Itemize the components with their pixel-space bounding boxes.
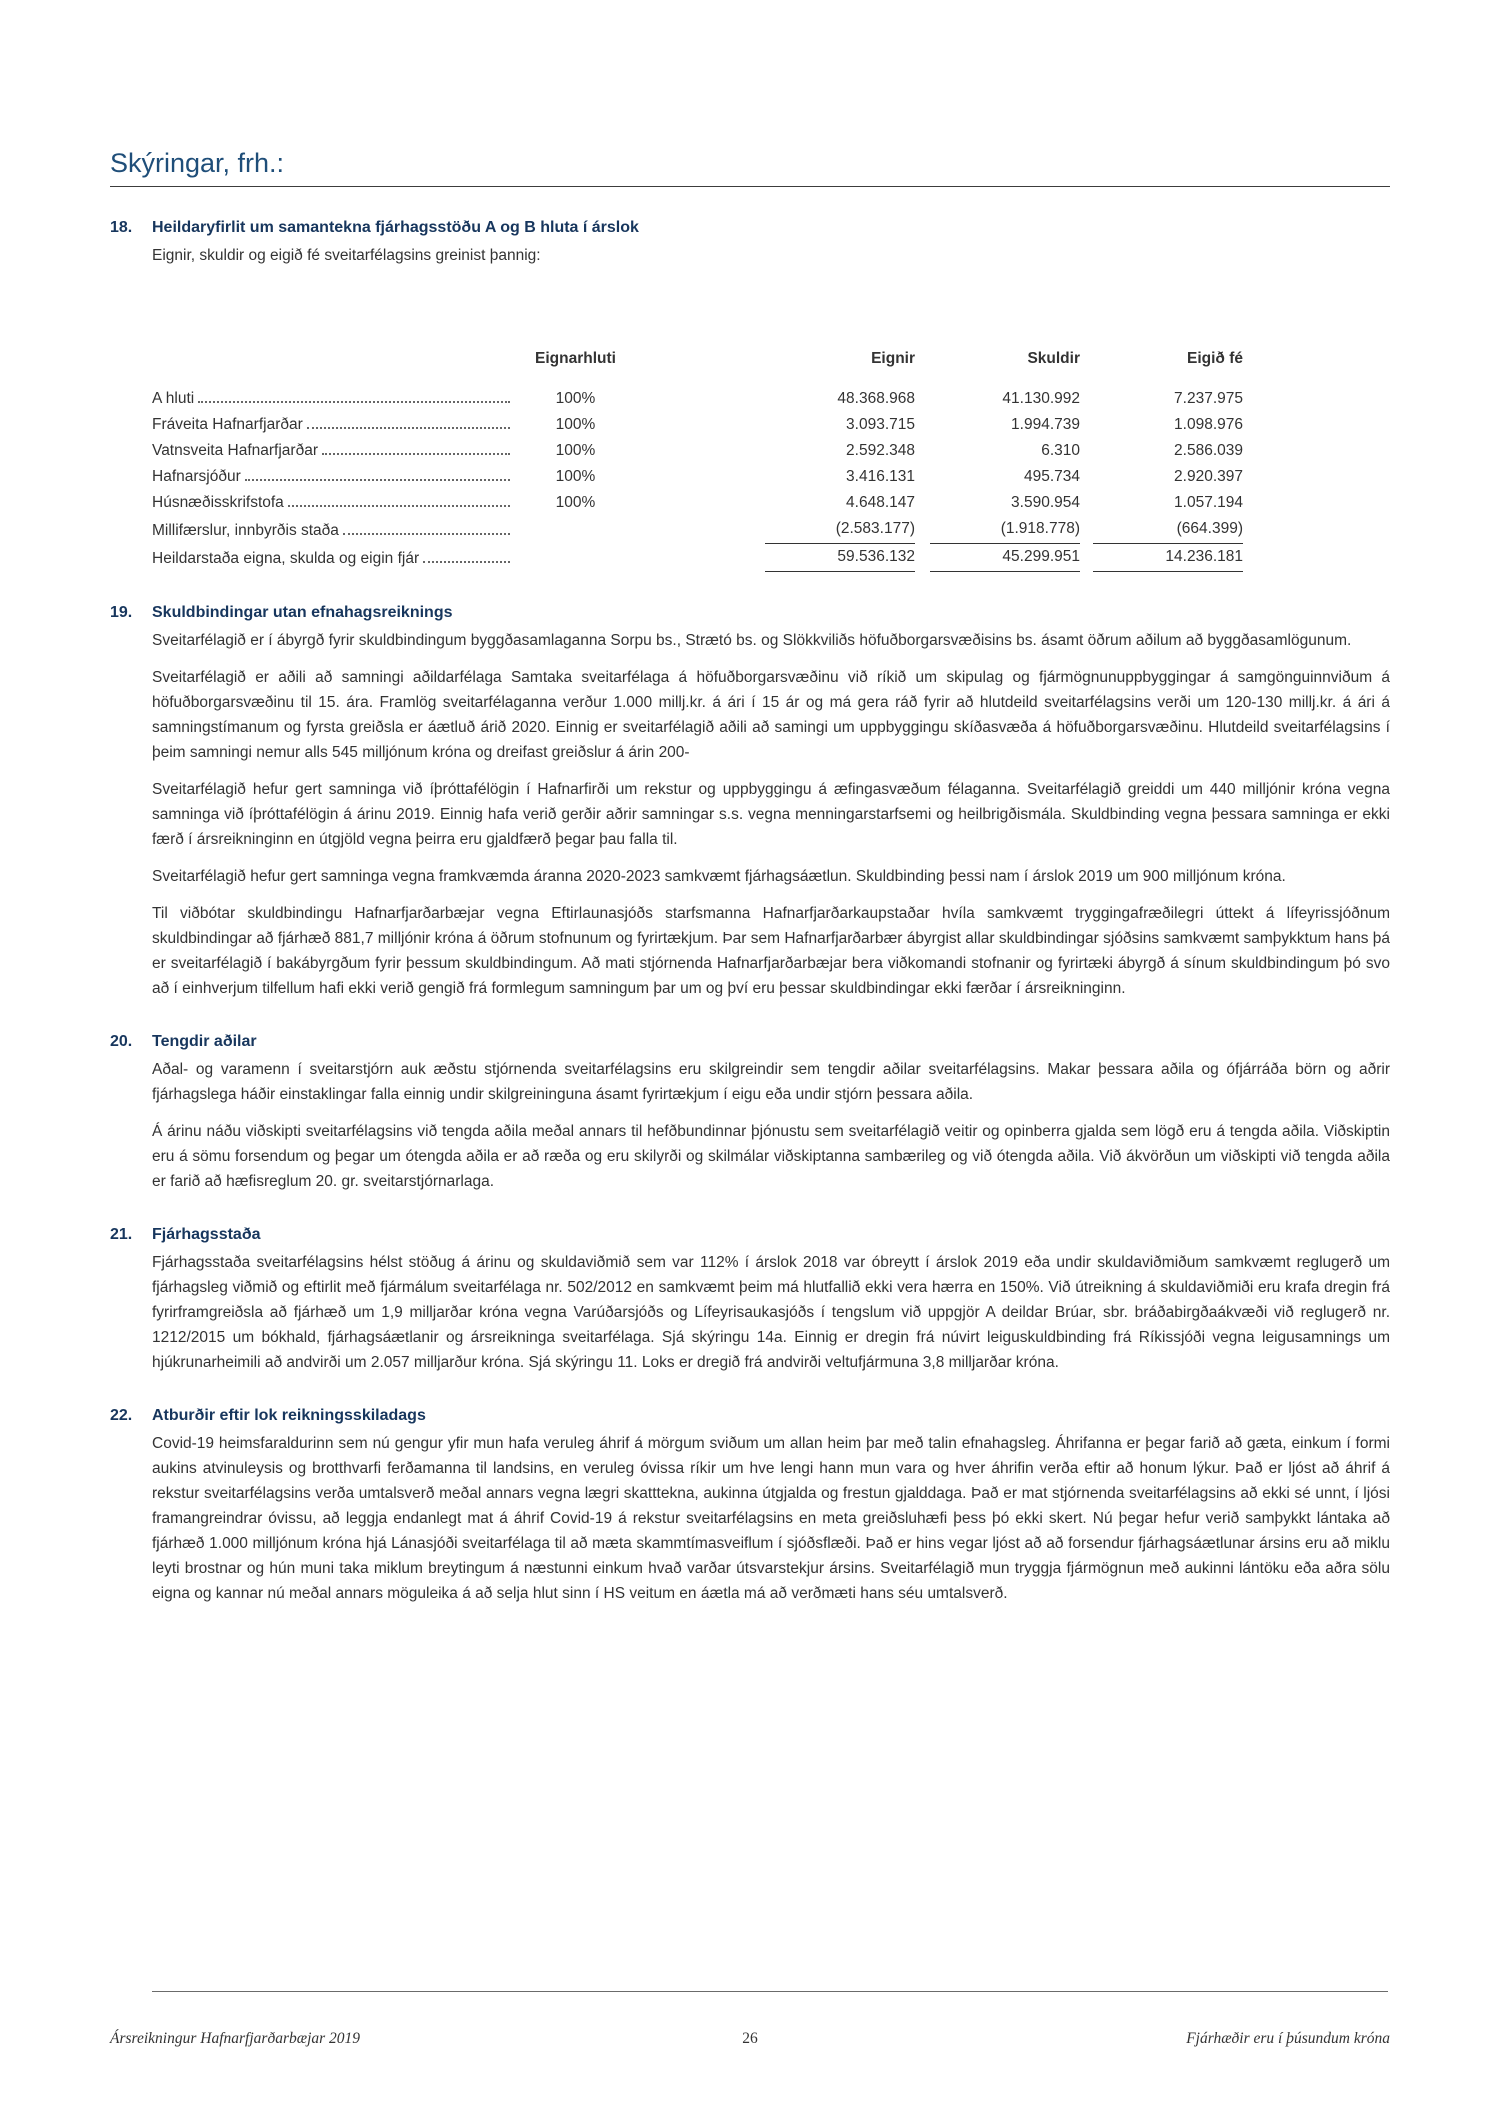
section-22: [110, 1403, 1390, 1606]
cell-share: 100%: [555, 494, 596, 511]
row-label-cell: [152, 464, 518, 490]
dotted-leader: [423, 561, 510, 563]
section-heading: Tengdir aðilar: [152, 1033, 257, 1050]
section-heading-row: [110, 1029, 1390, 1054]
row-label: Fráveita Hafnarfjarðar: [152, 416, 303, 433]
cell-eignir: (2.583.177): [633, 516, 915, 544]
section-heading-row: [110, 215, 1390, 240]
cell-skuldir: 3.590.954: [1011, 494, 1080, 511]
section-number: 21.: [110, 1226, 133, 1243]
cell-eignir: 3.093.715: [846, 416, 915, 433]
paragraph: Á árinu náðu viðskipti sveitarfélagsins við tengda aðila meðal annars til hefðbundinnar þjónustu sem sveitarfélagið veitir og opinberra gjalda sem lögð eru á tengda aðila. Viðskiptin eru á sömu forsendum og þegar um ótengda aðila er að ræða og eru skilyrði og skilmálar viðskiptanna sambærileg og við ótengda aðila. Við ákvörðun um viðskipti við tengda aðila er farið að hæfisreglum 20. gr. sveitarstjórnarlaga.: [152, 1123, 1390, 1190]
paragraph: Sveitarfélagið hefur gert samninga vegna framkvæmda áranna 2020-2023 samkvæmt fjárhagsáætlun. Skuldbinding þessi nam í árslok 2019 um 900 milljónum króna.: [152, 868, 1286, 885]
row-label-cell: [152, 546, 518, 572]
cell-eigid-fe: 1.098.976: [1174, 416, 1243, 433]
section-19: [110, 600, 1390, 1001]
table-row: [152, 386, 1243, 412]
section-18: [110, 215, 1390, 572]
row-label: Millifærslur, innbyrðis staða: [152, 522, 339, 539]
cell-skuldir: (1.918.778): [915, 516, 1080, 544]
section-heading: Heildaryfirlit um samantekna fjárhagsstöðu A og B hluta í árslok: [152, 219, 639, 236]
cell-eignir: 3.416.131: [846, 468, 915, 485]
financial-summary-table: [152, 346, 1243, 572]
cell-share: 100%: [555, 442, 596, 459]
column-header-eignir: Eignir: [871, 350, 915, 367]
column-header-skuldir: Skuldir: [1027, 350, 1080, 367]
cell-skuldir: 1.994.739: [1011, 416, 1080, 433]
dotted-leader: [322, 453, 510, 455]
footer-note: Fjárhæðir eru í þúsundum króna: [1186, 2030, 1390, 2047]
row-label-cell: [152, 518, 518, 544]
section-heading: Atburðir eftir lok reikningsskiladags: [152, 1407, 426, 1424]
paragraph: Sveitarfélagið hefur gert samninga við íþróttafélögin í Hafnarfirði um rekstur og uppbyggingu á æfingasvæðum félaganna. Sveitarfélagið greiddi um 440 milljónir króna vegna samninga við íþróttafélögin á árinu 2019. Einnig hafa verið gerðir aðrir samningar s.s. vegna menningarstarfsemi og heilbrigðismála. Skuldbinding vegna þessara samninga er ekki færð í ársreikninginn en útgjöld vegna þeirra eru gjaldfærð þegar þau falla til.: [152, 781, 1390, 848]
section-body: [110, 1250, 1390, 1375]
cell-share: 100%: [555, 468, 596, 485]
paragraph: Eignir, skuldir og eigið fé sveitarfélagsins greinist þannig:: [152, 247, 541, 264]
row-label: Hafnarsjóður: [152, 468, 241, 485]
section-number: 20.: [110, 1033, 133, 1050]
footer-report-title: Ársreikningur Hafnarfjarðarbæjar 2019: [110, 2030, 361, 2047]
dotted-leader: [288, 505, 510, 507]
row-label: Húsnæðisskrifstofa: [152, 494, 284, 511]
row-label: A hluti: [152, 390, 195, 407]
paragraph: Sveitarfélagið er í ábyrgð fyrir skuldbindingum byggðasamlaganna Sorpu bs., Strætó bs. og Slökkviliðs höfuðborgarsvæðisins bs. ásamt öðrum aðilum að byggðasamlögunum.: [152, 632, 1352, 649]
section-heading: Skuldbindingar utan efnahagsreiknings: [152, 604, 453, 621]
column-header-eignarhluti: Eignarhluti: [535, 350, 616, 367]
cell-eignir: 2.592.348: [846, 442, 915, 459]
table-row: [152, 438, 1243, 464]
section-number: 22.: [110, 1407, 133, 1424]
page-footer: [110, 2030, 1390, 2048]
paragraph: Fjárhagsstaða sveitarfélagsins hélst stöðug á árinu og skuldaviðmið sem var 112% í árslok 2018 var óbreytt í árslok 2019 eða undir skuldaviðmiðum samkvæmt reglugerð um fjárhagsleg viðmið og eftirlit með fjármálum sveitarfélaga nr. 502/2012 en samkvæmt þeim má hlutfallið ekki vera hærra en 150%. Við útreikning á skuldaviðmiði eru krafa dregin frá fyrirframgreiðsla að fjárhæð um 1,9 milljarðar króna vegna Varúðarsjóðs og Lífeyrisaukasjóðs í tengslum við uppgjör A deildar Brúar, sbr. bráðabirgðaákvæði við reglugerð nr. 1212/2015 um bókhald, fjárhagsáætlanir og ársreikninga sveitarfélaga. Sjá skýringu 14a. Einnig er dregin frá núvirt leiguskuldbinding frá Ríkissjóði vegna leigusamnings um hjúkrunarheimili að andvirði um 2.057 milljarður króna. Sjá skýringu 11. Loks er dregið frá andvirði veltufjármuna 3,8 milljarðar króna.: [152, 1254, 1390, 1371]
cell-skuldir: 6.310: [1041, 442, 1080, 459]
paragraph: Sveitarfélagið er aðili að samningi aðildarfélaga Samtaka sveitarfélaga á höfuðborgarsvæðinu við ríkið um skipulag og fjármögnunuppbyggingar á samgönguinnviðum á höfuðborgarsvæðinu til 15. ára. Framlög sveitarfélaganna verður 1.000 millj.kr. á ári í 15 ár og má gera ráð fyrir að hlutdeild sveitarfélagsins verði um 120-130 millj.kr. á ári á samningstímanum og fyrsta greiðsla er áætluð árið 2020. Einnig er sveitarfélagið aðili að samingi um uppbyggingu skíðasvæða á höfuðborgarsvæðinu. Hlutdeild sveitarfélagsins í þeim samningi nemur alls 545 milljónum króna og dreifast greiðslur á árin 200-: [152, 669, 1390, 761]
cell-eignir: 59.536.132: [633, 544, 915, 572]
cell-eignir: 4.648.147: [846, 494, 915, 511]
paragraph: Til viðbótar skuldbindingu Hafnarfjarðarbæjar vegna Eftirlaunasjóðs starfsmanna Hafnarfjarðarkaupstaðar hvíla samkvæmt tryggingafræðilegri úttekt á lífeyrissjóðnum skuldbindingar að fjárhæð 881,7 milljónir króna á öðrum stofnunum og fyrirtækjum. Þar sem Hafnarfjarðarbær ábyrgist allar skuldbindingar sjóðsins samkvæmt samþykktum hans þá er sveitarfélagið í bakábyrgðum fyrir þessum skuldbindingum. Að mati stjórnenda Hafnarfjarðarbæjar bera viðkomandi stofnanir og fyrirtæki ábyrgð á sínum skuldbindingum þó svo að í einhverjum tilfellum hafi ekki verið gengið frá formlegum samningum þar um og því eru þessar skuldbindingar ekki færðar í ársreikninginn.: [152, 905, 1390, 997]
table-row: [152, 464, 1243, 490]
section-number: 18.: [110, 219, 133, 236]
paragraph: Covid-19 heimsfaraldurinn sem nú gengur yfir mun hafa veruleg áhrif á mörgum sviðum um allan heim þar með talin efnahagsleg. Áhrifanna er þegar farið að gæta, einkum í formi aukins atvinuleysis og brotthvarfi ferðamanna til landsins, en veruleg óvissa ríkir um hve lengi hann mun vara og hver áhrifin verða eftir að honum lýkur. Það er ljóst að áhrif á rekstur sveitarfélagsins verða umtalsverð meðal annars vegna lægri skatttekna, aukinna útgjalda og frestun gjalddaga. Það er mat stjórnenda sveitarfélagsins að ekki sé unnt, í ljósi framangreindrar óvissu, að leggja endanlegt mat á áhrif Covid-19 á rekstur sveitarfélagsins en meta greiðsluhæfi þess þó ekki skert. Nú þegar hefur verið samþykkt lántaka að fjárhæð 1.000 milljónum króna hjá Lánasjóði sveitarfélaga til að mæta skammtímasveiflum í sjóðsflæði. Það er hins vegar ljóst að að forsendur fjárhagsáætlunar ársins eru að miklu leyti brostnar og hún muni taka miklum breytingum á næstunni einkum hvað varðar útsvarstekjur ársins. Sveitarfélagið mun tryggja fjármögnun með aukinni lántöku eða aðra sölu eigna og kannar nú meðal annars möguleika á að selja hlut sinn í HS veitum en áætla má að verðmæti hans séu umtalsverð.: [152, 1435, 1390, 1602]
cell-eigid-fe: 2.920.397: [1174, 468, 1243, 485]
footer-divider: [152, 1991, 1388, 1992]
dotted-leader: [343, 533, 510, 535]
cell-eignir: 48.368.968: [837, 390, 915, 407]
cell-share: 100%: [555, 390, 596, 407]
section-heading: Fjárhagsstaða: [152, 1226, 261, 1243]
section-body: [110, 243, 1390, 572]
table-header-row: [152, 346, 1243, 372]
section-20: [110, 1029, 1390, 1194]
row-label-cell: [152, 412, 518, 438]
table-row: [152, 490, 1243, 516]
section-heading-row: [110, 1222, 1390, 1247]
column-header-eigid-fe: Eigið fé: [1187, 350, 1243, 367]
cell-share: 100%: [555, 416, 596, 433]
page-title-block: [110, 148, 1390, 187]
dotted-leader: [307, 427, 510, 429]
cell-eigid-fe: 14.236.181: [1080, 544, 1243, 572]
table-row-eliminations: [152, 516, 1243, 544]
table-row-total: [152, 544, 1243, 572]
cell-skuldir: 41.130.992: [1002, 390, 1080, 407]
dotted-leader: [198, 401, 510, 403]
section-number: 19.: [110, 604, 133, 621]
section-heading-row: [110, 600, 1390, 625]
cell-eigid-fe: (664.399): [1080, 516, 1243, 544]
row-label: Vatnsveita Hafnarfjarðar: [152, 442, 318, 459]
page-number: 26: [742, 2030, 758, 2047]
section-body: [110, 1431, 1390, 1606]
cell-skuldir: 45.299.951: [915, 544, 1080, 572]
cell-eigid-fe: 2.586.039: [1174, 442, 1243, 459]
row-label-cell: [152, 438, 518, 464]
page-title: Skýringar, frh.:: [110, 148, 285, 178]
section-body: [110, 1057, 1390, 1194]
table-row: [152, 412, 1243, 438]
row-label: Heildarstaða eigna, skulda og eigin fjár: [152, 550, 420, 567]
cell-eigid-fe: 1.057.194: [1174, 494, 1243, 511]
dotted-leader: [245, 479, 510, 481]
section-21: [110, 1222, 1390, 1375]
cell-eigid-fe: 7.237.975: [1174, 390, 1243, 407]
section-heading-row: [110, 1403, 1390, 1428]
row-label-cell: [152, 386, 518, 412]
row-label-cell: [152, 490, 518, 516]
cell-skuldir: 495.734: [1023, 468, 1080, 485]
section-body: [110, 628, 1390, 1001]
paragraph: Aðal- og varamenn í sveitarstjórn auk æðstu stjórnenda sveitarfélagsins eru skilgreindir sem tengdir aðilar sveitarfélagsins. Makar þessara aðila og ófjárráða börn og aðrir fjárhagslega háðir einstaklingar falla einnig undir skilgreininguna ásamt fyrirtækjum í eigu eða undir stjórn þessara aðila.: [152, 1061, 1390, 1103]
